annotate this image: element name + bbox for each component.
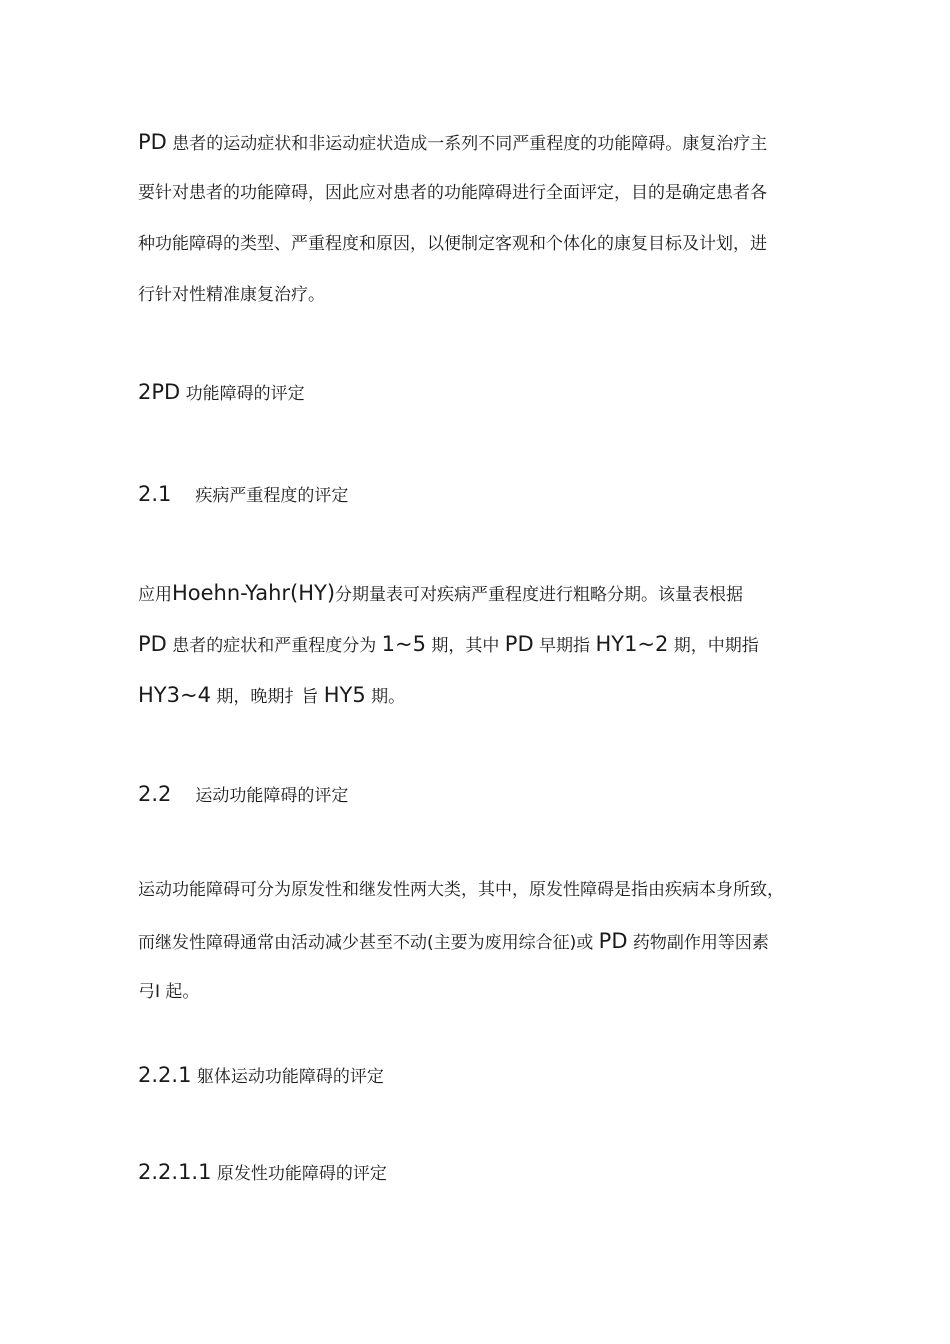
heading-number: 2PD — [138, 380, 181, 404]
paragraph-2-line-2 — [138, 632, 759, 658]
heading-number: 2.2.1.1 — [138, 1160, 212, 1184]
abbr-pd: PD — [504, 632, 534, 656]
text-segment: 期，其中 — [425, 636, 505, 656]
range-value: HY3~4 — [138, 683, 211, 707]
heading-2-2 — [138, 782, 348, 808]
range-value: 1~5 — [381, 632, 426, 656]
text-segment: 应用 — [138, 585, 172, 605]
heading-2 — [138, 380, 305, 406]
text-segment: 早期指 — [533, 636, 596, 656]
abbr-pd: PD — [138, 130, 167, 154]
paragraph-3-line-3: 弓I 起。 — [138, 982, 200, 1002]
range-value: HY1~2 — [595, 632, 669, 656]
text-segment: 药物副作用等因素 — [627, 933, 769, 953]
text-segment: 期，中期指 — [668, 636, 759, 656]
paragraph-1-line-4: 行针对性精准康复治疗。 — [138, 285, 325, 305]
heading-title: 原发性功能障碍的评定 — [211, 1164, 387, 1184]
paragraph-1-line-1 — [138, 130, 767, 156]
heading-number: 2.1 — [138, 482, 172, 506]
heading-number: 2.2.1 — [138, 1063, 192, 1087]
heading-number: 2.2 — [138, 782, 172, 806]
heading-title: 功能障碍的评定 — [180, 384, 305, 404]
heading-title: 运动功能障碍的评定 — [195, 786, 349, 806]
paragraph-3-line-1: 运动功能障碍可分为原发性和继发性两大类，其中，原发性障碍是指由疾病本身所致， — [138, 880, 784, 900]
paragraph-3-line-2 — [138, 929, 769, 955]
range-value: HY5 — [323, 683, 366, 707]
abbr-pd: PD — [598, 929, 628, 953]
heading-title: 躯体运动功能障碍的评定 — [191, 1067, 384, 1087]
text-segment: 患者的症状和严重程度分为 — [166, 636, 382, 656]
text-segment: 而继发性障碍通常由活动减少甚至不动(主要为废用综合征)或 — [138, 933, 599, 953]
heading-2-2-1-1 — [138, 1160, 387, 1186]
heading-title: 疾病严重程度的评定 — [195, 486, 349, 506]
abbr-pd: PD — [138, 632, 167, 656]
paragraph-1-line-2: 要针对患者的功能障碍，因此应对患者的功能障碍进行全面评定，目的是确定患者各 — [138, 183, 767, 203]
paragraph-2-line-3 — [138, 683, 405, 709]
scale-name: Hoehn-Yahr(HY) — [172, 581, 336, 605]
text-segment: 患者的运动症状和非运动症状造成一系列不同严重程度的功能障碍。康复治疗主 — [166, 134, 768, 154]
text-segment: 分期量表可对疾病严重程度进行粗略分期。该量表根据 — [335, 585, 744, 605]
heading-2-1 — [138, 482, 348, 508]
text-segment: 期，晚期扌旨 — [210, 687, 324, 707]
paragraph-2-line-1 — [138, 581, 743, 607]
paragraph-1-line-3: 种功能障碍的类型、严重程度和原因，以便制定客观和个体化的康复目标及计划，进 — [138, 234, 767, 254]
text-segment: 期。 — [365, 687, 406, 707]
heading-2-2-1 — [138, 1063, 384, 1089]
